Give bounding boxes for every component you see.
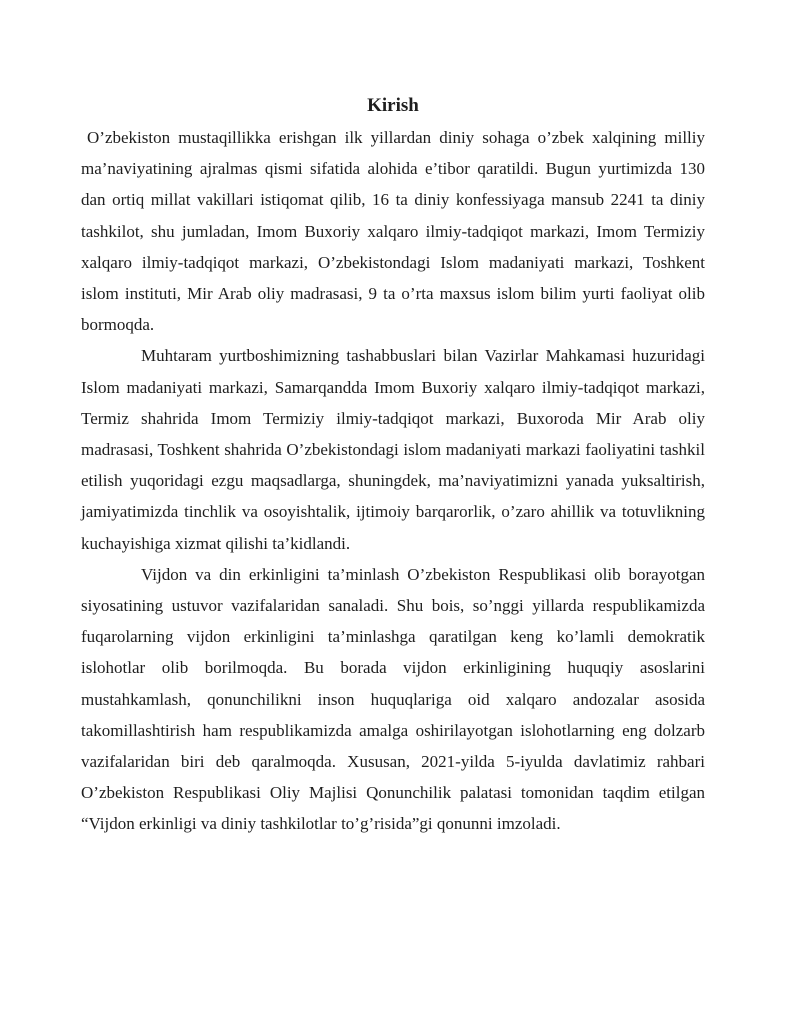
document-page: [81, 94, 705, 840]
paragraph-2: Muhtaram yurtboshimizning tashabbuslari bilan Vazirlar Mahkamasi huzuridagi Islom madaniyati markazi, Samarqandda Imom Buxoriy xalqaro ilmiy-tadqiqot markazi, Termiz shahrida Imom Termiziy ilmiy-tadqiqot markazi, Buxoroda Mir Arab oliy madrasasi, Toshkent shahrida O’zbekistondagi islom madaniyati markazi faoliyatini tashkil etilish yuqoridagi ezgu maqsadlarga, shuningdek, ma’naviyatimizni yanada yuksaltirish, jamiyatimizda tinchlik va osoyishtalik, ijtimoiy barqarorlik, o’zaro ahillik va totuvlikning kuchayishiga xizmat qilishi ta’kidlandi.: [81, 346, 705, 553]
document-title: Kirish: [367, 95, 419, 116]
paragraph-3: Vijdon va din erkinligini ta’minlash O’zbekiston Respublikasi olib borayotgan siyosatining ustuvor vazifalaridan sanaladi. Shu bois, so’nggi yillarda respublikamizda fuqarolarning vijdon erkinligini ta’minlashga qaratilgan keng ko’lamli demokratik islohotlar olib borilmoqda. Bu borada vijdon erkinligining huquqiy asoslarini mustahkamlash, qonunchilikni inson huquqlariga oid xalqaro andozalar asosida takomillashtirish ham respublikamizda amalga oshirilayotgan islohotlarning eng dolzarb vazifalaridan biri deb qaralmoqda. Xususan, 2021-yilda 5-iyulda davlatimiz rahbari O’zbekiston Respublikasi Oliy Majlisi Qonunchilik palatasi tomonidan taqdim etilgan “Vijdon erkinligi va diniy tashkilotlar to’g’risida”gi qonunni imzoladi.: [81, 564, 705, 834]
paragraph-1: O’zbekiston mustaqillikka erishgan ilk yillardan diniy sohaga o’zbek xalqining milliy ma’naviyatining ajralmas qismi sifatida alohida e’tibor qaratildi. Bugun yurtimizda 130 dan ortiq millat vakillari istiqomat qilib, 16 ta diniy konfessiyaga mansub 2241 ta diniy tashkilot, shu jumladan, Imom Buxoriy xalqaro ilmiy-tadqiqot markazi, Imom Termiziy xalqaro ilmiy-tadqiqot markazi, O’zbekistondagi Islom madaniyati markazi, Toshkent islom instituti, Mir Arab oliy madrasasi, 9 ta o’rta maxsus islom bilim yurti faoliyat olib bormoqda.: [81, 128, 705, 335]
